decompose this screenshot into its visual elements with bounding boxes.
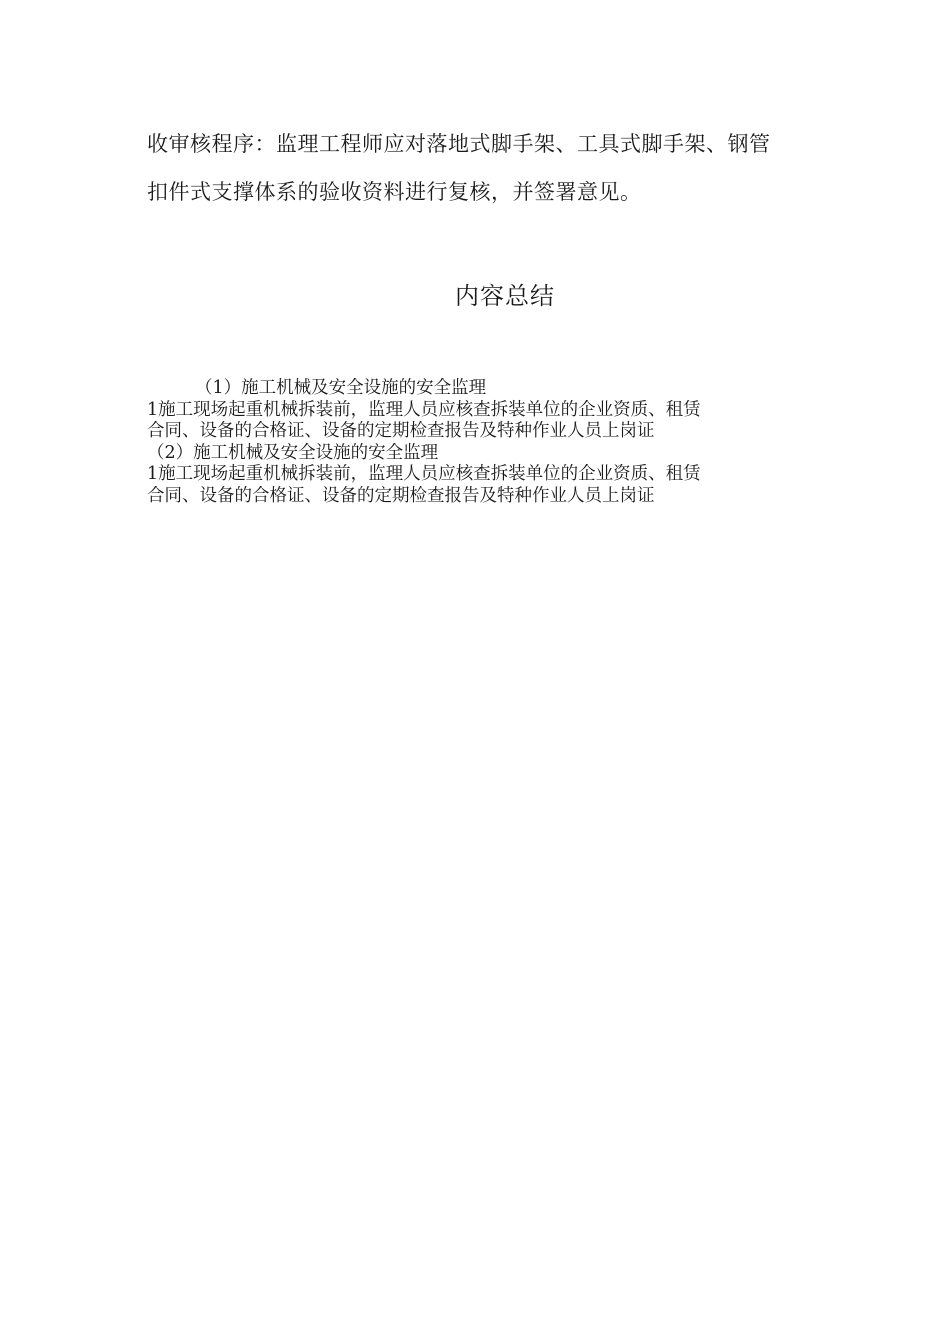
summary-line: 1施工现场起重机械拆装前，监理人员应核查拆装单位的企业资质、租赁 — [147, 399, 701, 420]
summary-item-heading: （2）施工机械及安全设施的安全监理 — [147, 442, 439, 463]
intro-line: 收审核程序：监理工程师应对落地式脚手架、工具式脚手架、钢管 — [147, 132, 771, 156]
summary-line: 合同、设备的合格证、设备的定期检查报告及特种作业人员上岗证 — [147, 421, 655, 441]
summary-line: 合同、设备的合格证、设备的定期检查报告及特种作业人员上岗证 — [147, 485, 655, 506]
summary-heading: 内容总结 — [455, 282, 555, 310]
summary-line: 1施工现场起重机械拆装前，监理人员应核查拆装单位的企业资质、租赁 — [147, 464, 701, 484]
summary-body — [147, 378, 827, 507]
intro-paragraph — [147, 120, 827, 216]
summary-item-heading: （1）施工机械及安全设施的安全监理 — [195, 378, 487, 398]
intro-line: 扣件式支撑体系的验收资料进行复核，并签署意见。 — [147, 180, 642, 204]
